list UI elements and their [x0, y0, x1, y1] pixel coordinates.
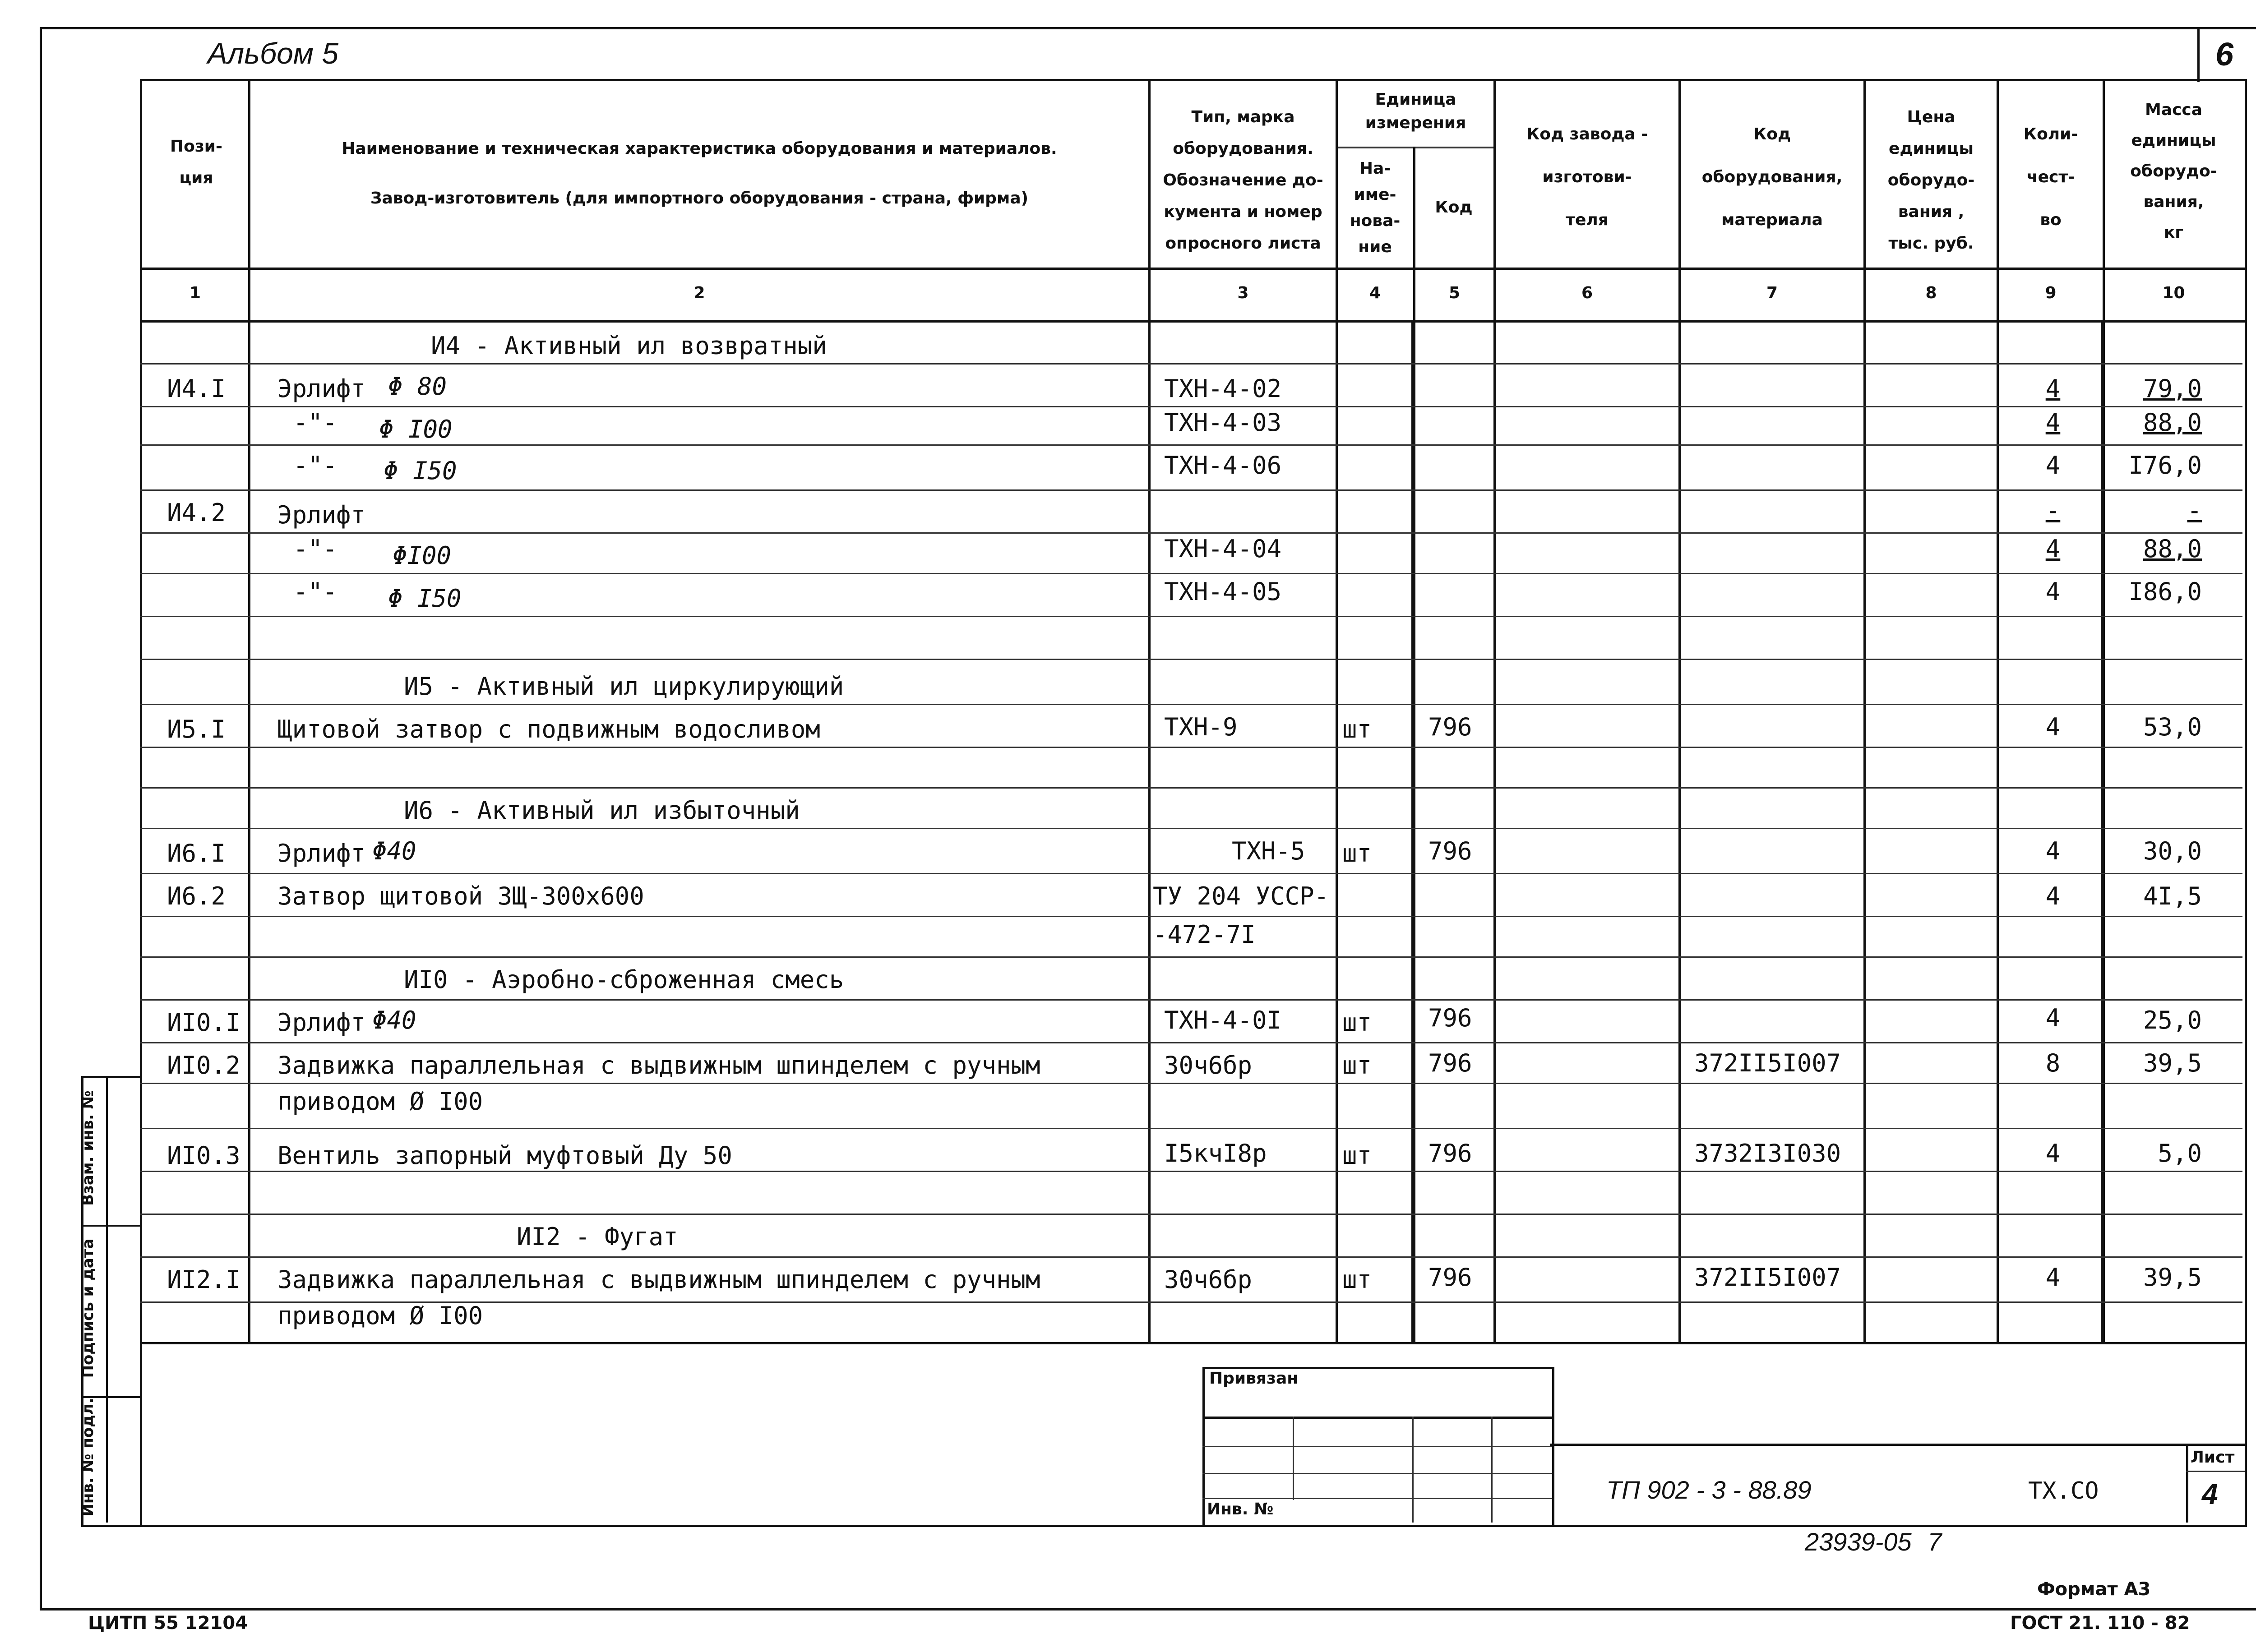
privyazan-divider — [1412, 1417, 1414, 1523]
section-heading: И4 - Активный ил возвратный — [431, 332, 827, 360]
row-material-code: 372II5I007 — [1694, 1049, 1841, 1077]
row-unit-code: 796 — [1428, 1139, 1472, 1167]
row-mass: 88,0 — [2143, 535, 2202, 563]
row-unit: шт — [1342, 715, 1372, 743]
header-col7: Код оборудования, материала — [1701, 125, 1843, 229]
side-stamp-podpis: Подпись и дата — [79, 1238, 97, 1378]
row-line — [140, 916, 2242, 917]
row-line — [140, 828, 2242, 829]
row-position: ИI0.2 — [167, 1051, 240, 1080]
privyazan-line — [1202, 1473, 1552, 1474]
col-number: 3 — [1237, 284, 1249, 302]
header-unit-group: Единица измерения — [1365, 90, 1466, 132]
row-qty: 8 — [2045, 1049, 2061, 1077]
inv-no-label: Инв. № — [1207, 1500, 1274, 1518]
row-name: Вентиль запорный муфтовый Ду 50 — [277, 1141, 732, 1170]
side-stamp-vzam: Взам. инв. № — [79, 1090, 97, 1206]
row-name-cont: приводом Ø I00 — [277, 1301, 483, 1330]
col-number: 10 — [2162, 284, 2185, 302]
row-mass: 88,0 — [2143, 408, 2202, 437]
row-line — [140, 573, 2242, 574]
col-line-3 — [1336, 79, 1338, 1344]
sheet-line — [2186, 1471, 2245, 1472]
privyazan-divider — [1491, 1417, 1493, 1523]
title-block-top — [1550, 1444, 2245, 1446]
row-line — [140, 704, 2242, 705]
row-name: Щитовой затвор с подвижным водосливом — [277, 715, 820, 743]
row-name: -"- — [293, 577, 337, 606]
col-line-6 — [1678, 79, 1681, 1344]
row-qty: - — [2045, 496, 2061, 525]
row-type: 30ч6бр — [1164, 1265, 1253, 1294]
row-unit: шт — [1342, 839, 1372, 868]
row-line — [140, 532, 2242, 534]
row-qty: 4 — [2045, 374, 2061, 403]
doc-code: ТП 902 - 3 - 88.89 — [1606, 1476, 1812, 1504]
header-col6: Код завода - изготови- теля — [1526, 125, 1648, 229]
row-type: ТХН-4-05 — [1164, 577, 1282, 606]
col-number: 1 — [189, 284, 201, 302]
sheet-code: ТХ.СО — [2028, 1477, 2099, 1504]
gost-label: ГОСТ 21. 110 - 82 — [2010, 1613, 2190, 1634]
row-qty: 4 — [2045, 451, 2061, 480]
row-line — [140, 787, 2242, 789]
row-diameter: Φ40 — [372, 837, 416, 865]
numbers-bottom-line — [140, 320, 2245, 323]
header-col9: Коли- чест- во — [2023, 125, 2078, 229]
row-position: И4.I — [167, 374, 226, 403]
row-qty: 4 — [2045, 1263, 2061, 1292]
row-unit-code: 796 — [1428, 1263, 1472, 1292]
col-number: 4 — [1369, 284, 1381, 302]
row-line — [140, 489, 2242, 491]
row-diameter: ΦI00 — [393, 541, 452, 570]
row-name: Эрлифт — [277, 839, 366, 868]
row-unit-code: 796 — [1428, 713, 1472, 741]
row-line — [140, 999, 2242, 1001]
row-mass: 53,0 — [2143, 713, 2202, 741]
row-unit-code: 796 — [1428, 1004, 1472, 1032]
row-mass: 5,0 — [2158, 1139, 2202, 1167]
header-col5: Код — [1435, 198, 1473, 217]
row-qty: 4 — [2045, 882, 2061, 910]
row-mass: 25,0 — [2143, 1006, 2202, 1034]
archive-number — [1805, 1527, 1942, 1556]
col-number: 7 — [1766, 284, 1778, 302]
privyazan-label: Привязан — [1209, 1369, 1299, 1388]
bold-col-line — [1411, 320, 1415, 1344]
row-line — [140, 406, 2242, 407]
row-mass: 39,5 — [2143, 1263, 2202, 1292]
row-type: 30ч6бр — [1164, 1051, 1253, 1080]
row-mass: 30,0 — [2143, 837, 2202, 865]
row-qty: 4 — [2045, 837, 2061, 865]
row-line — [140, 659, 2242, 660]
privyazan-divider — [1293, 1417, 1294, 1500]
row-line — [140, 616, 2242, 617]
row-line — [140, 363, 2242, 365]
row-diameter: Φ I50 — [388, 584, 462, 613]
row-name: Задвижка параллельная с выдвижным шпинделем с ручным — [277, 1265, 1040, 1294]
row-mass: I86,0 — [2128, 577, 2202, 606]
row-type: ТХН-5 — [1232, 837, 1305, 865]
row-position: И5.I — [167, 715, 226, 743]
section-heading: И5 - Активный ил циркулирующий — [404, 672, 844, 701]
row-material-code: 3732I3I030 — [1694, 1139, 1841, 1167]
list-number: 4 — [2202, 1478, 2218, 1510]
section-heading: ИI2 - Фугат — [517, 1223, 678, 1251]
col-line-1 — [248, 79, 250, 1344]
row-unit: шт — [1342, 1008, 1372, 1037]
row-qty: 4 — [2045, 1004, 2061, 1032]
row-position: ИI0.I — [167, 1008, 240, 1037]
row-name: Эрлифт — [277, 1008, 366, 1037]
row-diameter: Φ40 — [372, 1006, 416, 1034]
header-col8: Цена единицы оборудо- вания , тыс. руб. — [1887, 108, 1975, 253]
row-type: ТХН-4-03 — [1164, 408, 1282, 437]
row-line — [140, 1256, 2242, 1258]
header-bottom-line — [140, 268, 2245, 270]
table-body-bottom — [140, 1342, 2245, 1344]
section-heading: И6 - Активный ил избыточный — [404, 796, 800, 825]
col-number: 9 — [2045, 284, 2057, 302]
row-name-cont: приводом Ø I00 — [277, 1087, 483, 1116]
row-position: ИI0.3 — [167, 1141, 240, 1170]
album-label: Альбом 5 — [208, 37, 339, 70]
header-col10: Масса единицы оборудо- вания, кг — [2130, 101, 2217, 242]
header-col3: Тип, марка оборудования. Обозначение до- кумента и номер опросного листа — [1163, 108, 1323, 253]
row-position: И6.I — [167, 839, 226, 868]
row-mass: - — [2187, 496, 2202, 525]
row-name: Затвор щитовой ЗЩ-300х600 — [277, 882, 644, 910]
row-type: ТХН-4-06 — [1164, 451, 1282, 480]
row-qty: 4 — [2045, 535, 2061, 563]
row-unit-code: 796 — [1428, 1049, 1472, 1077]
side-stamp-divider — [106, 1076, 108, 1523]
side-stamp-inv-podl: Инв. № подл. — [79, 1398, 97, 1517]
row-diameter: Φ 80 — [388, 372, 447, 401]
row-qty: 4 — [2045, 577, 2061, 606]
row-line — [140, 1083, 2242, 1084]
archive-number-main: 23939-05 — [1805, 1527, 1912, 1556]
col-number: 8 — [1925, 284, 1937, 302]
row-qty: 4 — [2045, 1139, 2061, 1167]
header-col2: Наименование и техническая характеристика оборудования и материалов. Завод-изготовитель (для импортного оборудования - страна, фирма) — [342, 139, 1057, 208]
privyazan-line — [1202, 1446, 1552, 1447]
row-name: -"- — [293, 408, 337, 437]
bold-col-line-right — [2101, 320, 2105, 1344]
row-line — [140, 873, 2242, 874]
col-number: 5 — [1448, 284, 1461, 302]
citp-label: ЦИТП 55 12104 — [88, 1613, 248, 1634]
col-number: 6 — [1581, 284, 1593, 302]
format-label: Формат А3 — [2037, 1579, 2151, 1600]
row-name: Эрлифт — [277, 501, 366, 529]
row-position: И6.2 — [167, 882, 226, 910]
row-line — [140, 444, 2242, 446]
row-name: Задвижка параллельная с выдвижным шпинделем с ручным — [277, 1051, 1040, 1080]
row-name: Эрлифт — [277, 374, 366, 403]
row-mass: 79,0 — [2143, 374, 2202, 403]
col-number: 2 — [693, 284, 705, 302]
archive-number-sub: 7 — [1928, 1527, 1942, 1556]
row-line — [140, 747, 2242, 748]
row-name: -"- — [293, 451, 337, 480]
row-position: И4.2 — [167, 498, 226, 527]
col-line-2 — [1148, 79, 1151, 1344]
col-line-8 — [1997, 79, 1999, 1344]
row-material-code: 372II5I007 — [1694, 1263, 1841, 1292]
row-position: ИI2.I — [167, 1265, 240, 1294]
row-line — [140, 956, 2242, 958]
section-heading: ИI0 - Аэробно-сброженная смесь — [404, 965, 844, 994]
row-line — [140, 1214, 2242, 1215]
sheet-divider — [2186, 1444, 2188, 1523]
row-unit: шт — [1342, 1051, 1372, 1080]
row-unit: шт — [1342, 1141, 1372, 1170]
row-diameter: Φ I00 — [379, 415, 453, 443]
col-line-5 — [1493, 79, 1496, 1344]
row-unit: шт — [1342, 1265, 1372, 1294]
row-type: ТХН-4-02 — [1164, 374, 1282, 403]
row-type: ТХН-9 — [1164, 713, 1238, 741]
header-col4: На- име- нова- ние — [1350, 159, 1401, 256]
privyazan-line — [1202, 1417, 1552, 1419]
corner-number: 6 — [2215, 37, 2234, 73]
col-line-7 — [1863, 79, 1866, 1344]
row-diameter: Φ I50 — [384, 457, 457, 485]
row-unit-code: 796 — [1428, 837, 1472, 865]
row-type: ТХН-4-0I — [1164, 1006, 1282, 1034]
row-name: -"- — [293, 535, 337, 563]
row-mass: I76,0 — [2128, 451, 2202, 480]
row-type: I5кчI8р — [1164, 1139, 1267, 1167]
row-line — [140, 1128, 2242, 1129]
row-mass: 4I,5 — [2143, 882, 2202, 910]
header-col1: Пози- ция — [170, 137, 222, 187]
row-type-cont: -472-7I — [1153, 920, 1256, 949]
list-label: Лист — [2191, 1448, 2235, 1467]
row-line — [140, 1171, 2242, 1172]
privyazan-line — [1202, 1498, 1552, 1499]
row-line — [140, 1042, 2242, 1043]
row-qty: 4 — [2045, 713, 2061, 741]
row-qty: 4 — [2045, 408, 2061, 437]
row-type: ТУ 204 УССР- — [1153, 882, 1329, 910]
row-type: ТХН-4-04 — [1164, 535, 1282, 563]
row-mass: 39,5 — [2143, 1049, 2202, 1077]
